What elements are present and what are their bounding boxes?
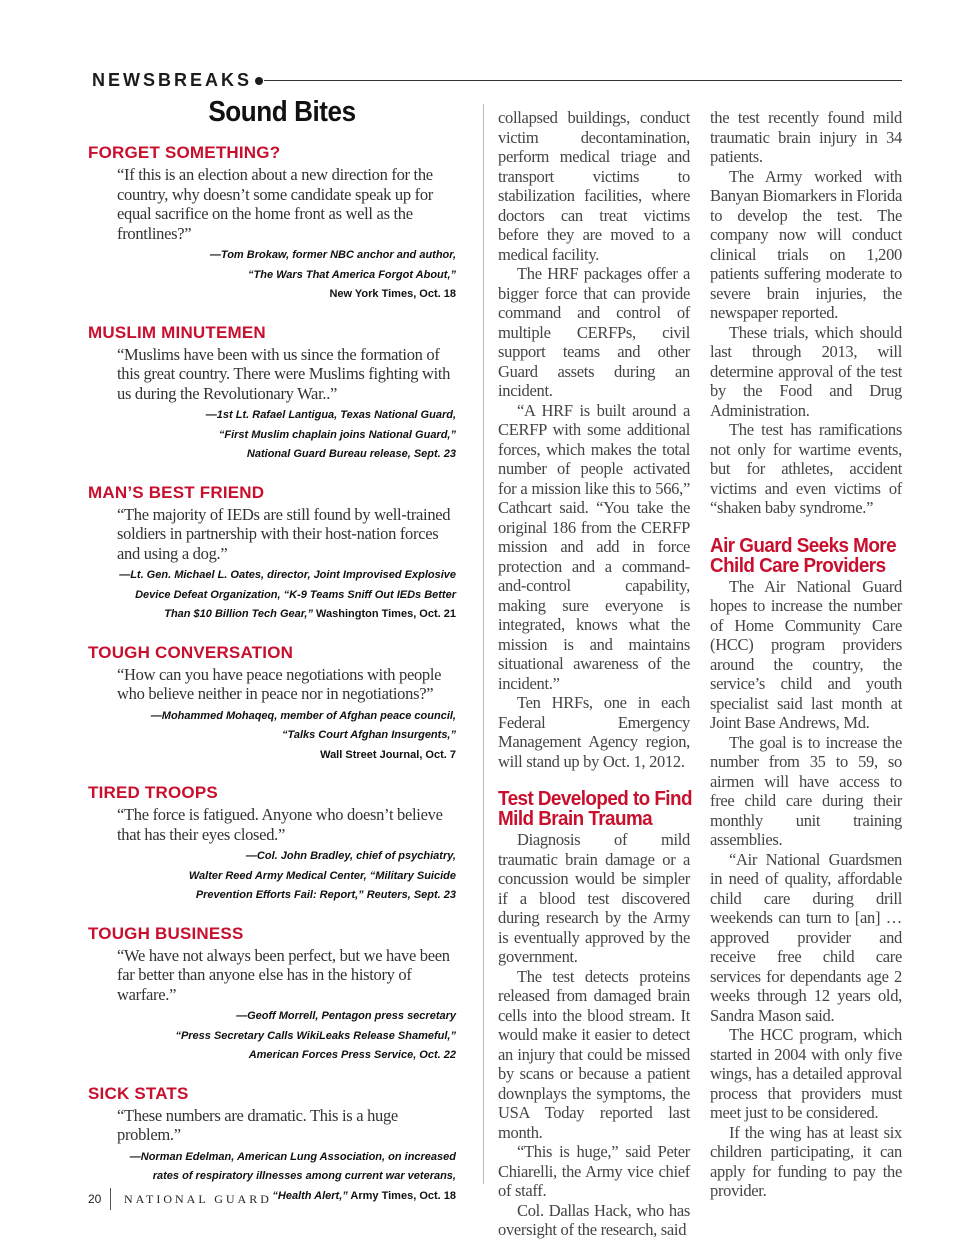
- quote-attribution: [88, 566, 456, 586]
- quote-attribution: [88, 746, 456, 766]
- quote-block: [88, 643, 456, 766]
- page-number: 20: [88, 1192, 102, 1206]
- attribution-source: —Norman Edelman, American Lung Association, on increased: [129, 1150, 456, 1163]
- article-column-right: [710, 108, 902, 1201]
- attribution-source: —Lt. Gen. Michael L. Oates, director, Joint Improvised Explosive: [119, 569, 456, 581]
- article-paragraph: The HCC program, which started in 2004 with only five wings, has a detailed approval process that providers must meet just to be considered.: [710, 1025, 902, 1122]
- attribution-source: American Forces Press Service, Oct. 22: [248, 1049, 456, 1061]
- quote-text: “If this is an election about a new direction for the country, why doesn’t some candidate speak up for equal sacrifice on the home front as well as the frontlines?”: [117, 165, 433, 243]
- quote-text: “How can you have peace negotiations with people who believe neither in peace nor in negotiations?”: [117, 664, 442, 703]
- quote-block: [88, 483, 456, 625]
- article-paragraph: Diagnosis of mild traumatic brain damage or a concussion would be simpler if a blood test discovered during research by the Army is eventually approved by the government.: [498, 830, 690, 966]
- quote-heading: SICK STATS: [88, 1083, 189, 1103]
- quote-attribution: [88, 847, 456, 867]
- attribution-publication: New York Times, Oct. 18: [329, 288, 456, 300]
- attribution-source: Prevention Efforts Fail: Report,” Reuters, Sept. 23: [195, 889, 456, 901]
- article-paragraph: “A HRF is built around a CERFP with some additional forces, which makes the total number of people activated for a mission like this to 566,” Cathcart said. “You take the original 186 from the CERFP mission and add in force protection and a command-and-control capability, making sure everyone is integrated, knows what the mission is and maintains situational awareness of the incident.”: [498, 400, 690, 693]
- attribution-source: —Col. John Bradley, chief of psychiatry,: [245, 850, 456, 862]
- attribution-source: “First Muslim chaplain joins National Guard,”: [218, 428, 456, 441]
- article-paragraph: “Air National Guardsmen in need of quality, affordable child care during drill weekends can turn to [an] … approved provider and receive free child care services for dependants age 2 weeks through 12 years old, Sandra Mason said.: [710, 849, 902, 1025]
- attribution-source: —Tom Brokaw, former NBC anchor and author,: [209, 249, 456, 261]
- attribution-source: Device Defeat Organization, “K-9 Teams Sniff Out IEDs Better: [135, 588, 456, 601]
- header-rule: [264, 80, 902, 81]
- quote-text: “The majority of IEDs are still found by well-trained soldiers in partnership with their host-nation forces and using a dog.”: [117, 504, 451, 563]
- quote-block: [88, 924, 456, 1066]
- quote-heading: TOUGH CONVERSATION: [88, 642, 294, 662]
- quote-heading: TIRED TROOPS: [88, 783, 218, 802]
- attribution-publication: Army Times, Oct. 18: [347, 1189, 456, 1202]
- quote-heading: TOUGH BUSINESS: [88, 923, 244, 943]
- attribution-source: Walter Reed Army Medical Center, “Military Suicide: [188, 869, 456, 882]
- quote-block: [88, 323, 456, 465]
- article-paragraph: The Army worked with Banyan Biomarkers in Florida to develop the test. The company now will conduct clinical trials on 1,200 patients suffering moderate to severe brain injuries, the newspaper reported.: [710, 166, 902, 322]
- quote-heading: FORGET SOMETHING?: [88, 143, 281, 162]
- quote-text: “These numbers are dramatic. This is a huge problem.”: [117, 1105, 398, 1144]
- sound-bites-column: [88, 96, 456, 1224]
- quote-attribution: [88, 886, 456, 906]
- quote-block: [88, 143, 456, 305]
- article-column-middle: [498, 108, 690, 1240]
- quote-attribution: [88, 1167, 456, 1187]
- quote-attribution: [88, 867, 456, 887]
- quote-heading: MUSLIM MINUTEMEN: [88, 322, 266, 342]
- headline-line: Child Care Providers: [710, 553, 886, 577]
- quote-attribution: [88, 1148, 456, 1168]
- quote-block: [88, 783, 456, 906]
- attribution-source: rates of respiratory illnesses among current war veterans,: [152, 1170, 456, 1182]
- column-divider: [483, 104, 484, 1184]
- publication-name: NATIONAL GUARD: [124, 1192, 272, 1206]
- quote-text: “We have not always been perfect, but we have been far better than anyone else has in the history of warfare.”: [117, 945, 450, 1004]
- attribution-source: National Guard Bureau release, Sept. 23: [246, 448, 456, 460]
- quote-attribution: [88, 707, 456, 727]
- quote-text: “Muslims have been with us since the formation of this great country. There were Muslims fighting with us during the Revolutionary War..”: [117, 344, 451, 403]
- attribution-source: “The Wars That America Forgot About,”: [248, 268, 456, 281]
- quote-attribution: [88, 445, 456, 465]
- page-title: Sound Bites: [208, 96, 356, 128]
- article-paragraph: the test recently found mild traumatic brain injury in 34 patients.: [710, 108, 902, 166]
- article-paragraph: “This is huge,” said Peter Chiarelli, the Army vice chief of staff.: [498, 1142, 690, 1200]
- quote-attribution: [88, 406, 456, 426]
- quote-attribution: [88, 605, 456, 625]
- article-paragraph: The test has ramifications not only for wartime events, but for athletes, accident victims and even victims of “shaken baby syndrome.”: [710, 420, 902, 517]
- quote-attribution: [88, 586, 456, 606]
- section-header: [92, 68, 902, 94]
- attribution-source: “Talks Court Afghan Insurgents,”: [282, 729, 456, 741]
- quote-attribution: [88, 246, 456, 266]
- article-paragraph: The goal is to increase the number from 35 to 59, so airmen will have access to free child care during their monthly unit training assemblies.: [710, 732, 902, 849]
- quote-attribution: [88, 1007, 456, 1027]
- quote-attribution: [88, 1046, 456, 1066]
- quote-attribution: [88, 1027, 456, 1047]
- page-footer: [88, 1188, 388, 1212]
- article-paragraph: These trials, which should last through 2013, will determine approval of the test by the Food and Drug Administration.: [710, 322, 902, 420]
- attribution-publication: Wall Street Journal, Oct. 7: [320, 748, 456, 761]
- article-paragraph: The Air National Guard hopes to increase the number of Home Community Care (HCC) program providers around the country, the service’s child and youth specialist said last month at Joint Base Andrews, Md.: [710, 576, 902, 732]
- article-paragraph: Ten HRFs, one in each Federal Emergency Management Agency region, will stand up by Oct. 1, 2012.: [498, 693, 690, 771]
- headline-line: Air Guard Seeks More: [710, 533, 897, 557]
- article-headline: [710, 533, 897, 577]
- headline-line: Test Developed to Find: [498, 787, 692, 810]
- quote-text: “The force is fatigued. Anyone who doesn’t believe that has their eyes closed.”: [117, 805, 443, 844]
- article-headline: [498, 787, 692, 830]
- attribution-source: Than $10 Billion Tech Gear,”: [164, 608, 313, 620]
- attribution-source: “Press Secretary Calls WikiLeaks Release Shameful,”: [175, 1029, 456, 1042]
- footer-divider: [110, 1188, 111, 1210]
- attribution-source: —Mohammed Mohaqeq, member of Afghan peace council,: [150, 709, 456, 722]
- article-paragraph: The HRF packages offer a bigger force that can provide command and control of multiple CERFPs, civil support teams and other Guard assets during an incident.: [498, 264, 690, 400]
- attribution-source: “Health Alert,”: [272, 1189, 348, 1202]
- quote-list: [88, 143, 456, 1206]
- quote-attribution: [88, 726, 456, 746]
- quote-heading: MAN’S BEST FRIEND: [88, 482, 265, 502]
- quote-attribution: [88, 266, 456, 286]
- headline-line: Mild Brain Trauma: [498, 807, 653, 830]
- article-paragraph: The test detects proteins released from damaged brain cells into the blood stream. It would make it easier to detect an injury that could be missed by scans or because a patient downplays the symptoms, the USA Today reported last month.: [498, 966, 690, 1142]
- bullet-icon: [255, 77, 263, 85]
- section-label: NEWSBREAKS: [92, 70, 253, 90]
- article-paragraph: If the wing has at least six children participating, it can apply for funding to pay the provider.: [710, 1122, 902, 1200]
- attribution-source: —Geoff Morrell, Pentagon press secretary: [236, 1010, 456, 1022]
- attribution-publication: Washington Times, Oct. 21: [312, 608, 456, 620]
- article-paragraph: collapsed buildings, conduct victim decontamination, perform medical triage and transport victims to stabilization facilities, where doctors can treat victims before they are moved to a medical facility.: [498, 108, 690, 264]
- article-paragraph: Col. Dallas Hack, who has oversight of the research, said: [498, 1200, 690, 1239]
- quote-attribution: [88, 426, 456, 446]
- attribution-source: —1st Lt. Rafael Lantigua, Texas National Guard,: [205, 409, 456, 421]
- quote-attribution: [88, 285, 456, 305]
